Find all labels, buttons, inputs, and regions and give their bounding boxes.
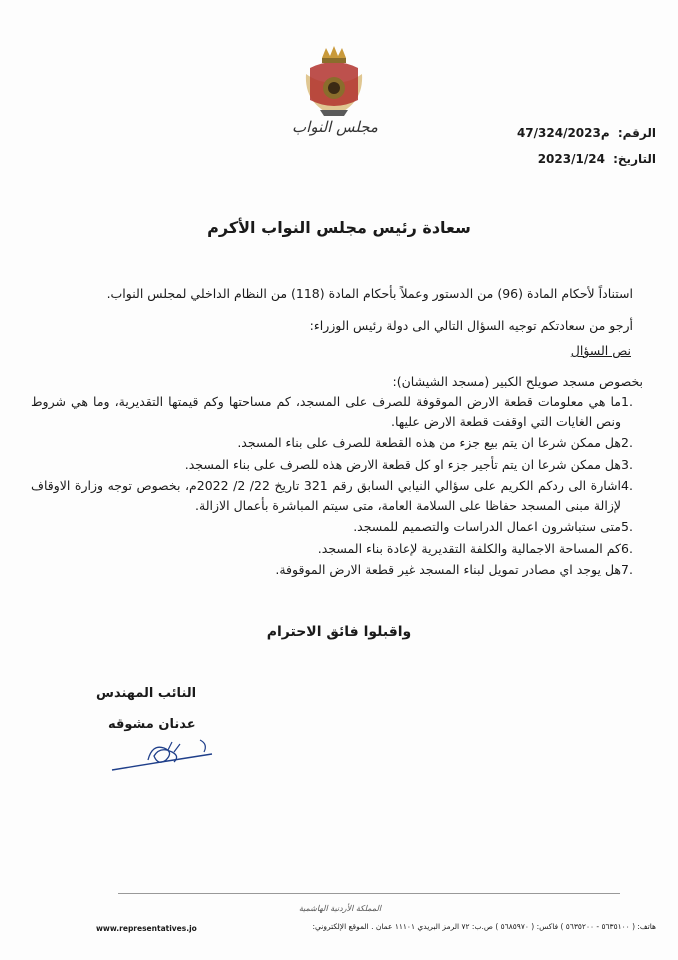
item-number: 3. — [621, 456, 633, 472]
item-number: 5. — [621, 519, 633, 534]
date-label: التاريخ: — [613, 152, 656, 166]
question-intro: بخصوص مسجد صويلح الكبير (مسجد الشيشان): — [392, 374, 643, 389]
item-text: هل ممكن شرعا ان يتم بيع جزء من هذه القطعة للصرف على بناء المسجد. — [237, 435, 621, 450]
coat-of-arms-icon — [300, 44, 368, 120]
list-item — [31, 392, 643, 431]
item-number: 2. — [621, 435, 633, 450]
item-text: هل يوجد اي مصادر تمويل لبناء المسجد غير قطعة الارض الموقوفة. — [275, 562, 621, 577]
item-text: كم المساحة الاجمالية والكلفة التقديرية لإعادة بناء المسجد. — [317, 540, 621, 556]
date-value: 2023/1/24 — [537, 152, 605, 166]
reference-value: م47/324/2023 — [516, 126, 610, 140]
item-number: 1. — [621, 394, 633, 409]
list-item — [31, 433, 643, 453]
list-item — [31, 476, 643, 515]
closing-salutation: واقبلوا فائق الاحترام — [266, 624, 412, 640]
letter-date — [538, 152, 656, 166]
item-text: ما هي معلومات قطعة الارض الموقوفة للصرف على المسجد، كم مساحتها وكم قيمتها التقديرية، وما هي شروط ونص الغايات التي اوقفت قطعة الارض عليها. — [31, 394, 621, 429]
list-item — [31, 455, 643, 475]
reference-number — [517, 126, 656, 140]
list-item — [31, 539, 643, 559]
signatory-name: عدنان مشوقه — [108, 717, 196, 732]
handwritten-signature-icon — [108, 730, 218, 778]
item-number: 6. — [621, 540, 633, 556]
paragraph-request: أرجو من سعادتكم توجيه السؤال التالي الى دولة رئيس الوزراء: — [309, 318, 633, 333]
footer-contact-details: هاتف: ( ٥٦٣٥١٠٠ - ٥٦٣٥٢٠٠ ) فاكس: ( ٥٦٨٥٩٧٠ ) ص.ب: ٧٢ الرمز البريدي ١١١٠١ عمان . الموقع الإلكتروني: — [312, 922, 656, 931]
item-text: هل ممكن شرعا ان يتم تأجير جزء او كل قطعة الارض هذه للصرف على بناء المسجد. — [184, 456, 621, 472]
footer-divider — [118, 893, 620, 894]
item-number: 4. — [621, 478, 633, 493]
item-text: متى ستباشرون اعمال الدراسات والتصميم للمسجد. — [353, 519, 621, 534]
question-section-title: نص السؤال — [570, 343, 631, 358]
item-text: اشارة الى ردكم الكريم على سؤالي النيابي السابق رقم 321 تاريخ 22/ 2/ 2022م، بخصوص توجه وزارة الاوقاف لإزالة مبنى المسجد حفاظا على السلامة العامة، متى سيتم المباشرة بأعمال الازالة. — [31, 478, 621, 513]
council-name-logo: مجلس النواب — [292, 118, 378, 136]
footer-logo: المملكة الأردنية الهاشمية — [298, 904, 382, 913]
paragraph-legal-basis: استناداً لأحكام المادة (96) من الدستور وعملاً بأحكام المادة (118) من النظام الداخلي لمجلس النواب. — [106, 286, 633, 301]
list-item — [31, 517, 643, 537]
footer-website-link[interactable]: www.representatives.jo — [96, 924, 197, 933]
list-item — [31, 560, 643, 580]
addressee-heading: سعادة رئيس مجلس النواب الأكرم — [207, 218, 471, 237]
question-list — [31, 392, 643, 582]
item-number: 7. — [621, 562, 633, 577]
reference-label: الرقم: — [617, 126, 656, 140]
signatory-title: النائب المهندس — [96, 686, 197, 701]
